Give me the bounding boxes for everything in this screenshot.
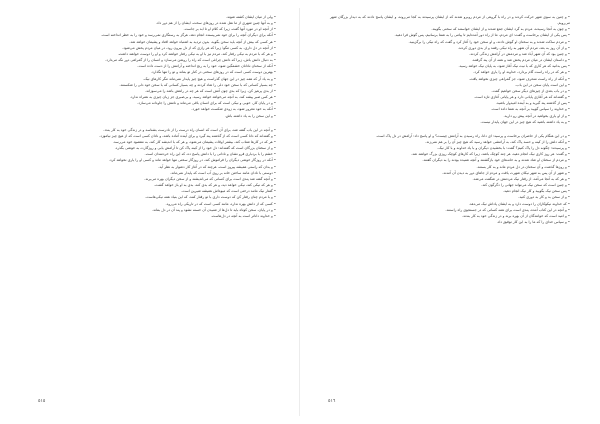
- paragraph: • و به یاد آر که همه چیز در این جهان گذراست و هیچ چیز پایدار نمی‌ماند مگر کارهای نیک.: [143, 76, 276, 81]
- paragraph: • پس یکی از ایشان برخاست و گفت: ای مردم، ما از راه دور آمده‌ایم تا پیامی را به شما برسانیم، پس گوش فرا دهید.: [394, 33, 570, 38]
- paragraph: • از بدی پرهیز کن، زیرا که بدی چون آتش است که هر چه در راهش باشد را می‌سوزاند.: [144, 88, 276, 93]
- paragraph: • دوستی با نادان مانند ساختن خانه بر روی آب است که پایدار نمی‌ماند.: [170, 170, 276, 175]
- paragraph: • کسی که از دانش بهره ندارد، مانند کسی است که در تاریکی راه می‌رود.: [165, 201, 276, 206]
- paragraph: • و سپاس خدای را که ما را به این کار توفیق داد.: [496, 220, 570, 224]
- paragraph: • و آنکه از راه راست منحرف شود، جز گمراهی چیزی نخواهد یافت.: [468, 76, 570, 81]
- paragraph: • و آنچه در این باب گفته شد، برای آن است که انسان راه درست را از نادرست بشناسد و در زندگی خود به کار بندد.: [103, 127, 276, 132]
- paragraph: • و گفته‌اند که دانا کسی است که از گذشته پند گیرد و برای آینده آماده باشد، و نادان کسی است که از هیچ چیز نیاموزد.: [99, 133, 276, 138]
- paragraph: • گفتار نیک مانند درختی است که میوه‌اش همیشه شیرین است.: [181, 189, 276, 194]
- paragraph: • پس بدانید که هر کاری که با نیت نیک آغاز شود، به پایان نیک خواهد رسید.: [458, 64, 570, 69]
- paragraph: • بهترین دوست کسی است که در روزهای سختی در کنار تو بماند و تو را تنها نگذارد.: [150, 70, 276, 75]
- paragraph: • و از آن روز به بعد، مردم آن شهر به راه نیکی رفتند و از بدی دوری کردند.: [457, 45, 570, 50]
- paragraph: • پس سخن نیک بگویید و کار نیک انجام دهید.: [503, 189, 570, 194]
- paragraph: • و با مردم چنان رفتار کن که دوست داری با تو رفتار کنند، که این بنیاد همه نیکی‌هاست.: [145, 195, 276, 200]
- paragraph: • هر که در کارها شتاب کند، بیشتر اوقات پشیمان می‌شود، و هر که با اندیشه کار کند، به مقصود خود می‌رسد.: [112, 139, 276, 144]
- paragraph: • و در این هنگام یکی از حاضران برخاست و پرسید: ای دانا، راه رسیدن به آرامش چیست؟ و او پاسخ داد: آرامش در دل پاک است.: [375, 133, 570, 138]
- paragraph: • و روزها گذشت و آن سخنان در دل مردم ماند و به کار بستند.: [476, 164, 570, 169]
- right-section-a: [330, 14, 570, 125]
- paragraph: • هر کسی که بیش از آنچه باید سخن بگوید، بدون تردید به اشتباه خواهد افتاد و پشیمان خواهد شد.: [129, 39, 276, 44]
- paragraph: • خشم را با بردباری فرو نشان و نادانی را با دانش پاسخ ده، که این راه خردمندان است.: [144, 152, 276, 157]
- paragraph: • و هر که به آنجا می‌آمد، از رفتار نیک مردمش در شگفت می‌شد.: [472, 176, 570, 181]
- paragraph: • و هر که نیکی کند، نیکی خواهد دید، و هر که بدی کند، بدی به او باز خواهد گشت.: [154, 183, 276, 188]
- paragraph: • آنکه از سخنان نادانان خشمگین شود، خود را به رنج انداخته و آرامش را از دست داده است.: [137, 64, 276, 69]
- paragraph: • و امید است که خوانندگان از آن بهره برند و در زندگی خود به کار بندند.: [461, 213, 570, 218]
- paragraph: • و هر که در راه راست گام بردارد، خداوند او را یاری خواهد کرد.: [473, 70, 570, 75]
- paragraph: • و از سخن بد و کار بد دوری کنید.: [518, 195, 570, 200]
- paragraph: • و در باب بعدی از چیزهای دیگر سخن خواهیم گفت.: [491, 88, 570, 93]
- paragraph: • آنکه در روزگار خوشی دیگران را فراموش کند، در روزگار سختی تنها خواهد ماند و کسی او را یاری نخواهد کرد.: [108, 158, 276, 163]
- paragraph: • و داستان ایشان در میان مردم پخش شد و همه از آن پند گرفتند.: [471, 58, 570, 63]
- right-section-b: [330, 133, 570, 225]
- paragraph: • آنکه به خود مغرور شود، به زودی شکست خواهد خورد.: [191, 107, 276, 112]
- paragraph: • و چنین به سوی شهر حرکت کردند و در راه با گروهی از مردم روبرو شدند که از ایشان پرسیدند به کجا می‌روند، و ایشان پاسخ دادند که به دیدار بزرگان شهر می‌رویم.: [330, 15, 570, 26]
- paragraph: • و مردم از سخنان او شاد شدند و به خانه‌های خود بازگشتند و آنچه شنیده بودند را به دیگران گفتند.: [422, 158, 570, 163]
- paragraph: • و خداوند داناتر است به آنچه در دل‌هاست.: [210, 213, 276, 218]
- paragraph: • هر کس صبر پیشه کند، به آنچه می‌خواهد خواهد رسید، و بی‌صبری جز زیان چیزی به همراه ندارد.: [129, 95, 276, 100]
- paragraph: • و آنچه گفته شد پندی است برای کسانی که می‌اندیشند و از سخن دیگران بهره می‌برند.: [144, 176, 276, 181]
- right-page-number: ٥١٦: [328, 399, 336, 404]
- paragraph: • و به یاد داشته باشید که هیچ چیز در این جهان پایدار نیست.: [480, 119, 570, 124]
- left-section-a: [36, 14, 276, 119]
- paragraph: • و در پایان کار، خوبی و نیکی است که برای انسان باقی می‌ماند و نامش را جاودانه می‌سازد.: [137, 101, 276, 106]
- right-page: [300, 0, 600, 424]
- paragraph: • و مردم ساکت شدند و به سخنان او گوش دادند، و او سخن خود را آغاز کرد و گفت که راه نیکی را برگزینید.: [408, 39, 570, 44]
- paragraph: • و بدان که راستی همیشه پیروز است، هرچند که در آغاز کار دشوار به نظر آید.: [158, 164, 276, 169]
- paragraph: • و گفته‌اند که هر آغازی پایانی دارد و هر پایانی آغازی تازه است.: [473, 95, 570, 100]
- paragraph: • و از او یاری بخواهید در آنچه پیش رو دارید.: [503, 113, 570, 118]
- paragraph: • پس از گذشته پند گیرید و به آینده امیدوار باشید.: [495, 101, 570, 106]
- paragraph: • و چنین است که سخن نیک می‌تواند جهانی را دگرگون کند.: [481, 183, 570, 188]
- paragraph: • از آنچه او در مورد آنها گفت، زیرا که کلام او تا ابد بر جاست.: [183, 27, 276, 32]
- paragraph: • و پرسیدند: چگونه دل را پاک کنیم؟ گفت: با بخشیدن دیگران و با یاد خداوند و با کار نیک.: [437, 146, 570, 151]
- paragraph: • و به آنها چنین شهری از ما نقل شده در روزهای سخت، ایشان را از هم دور داد.: [155, 21, 276, 26]
- paragraph: • و چنین بود که آن شهر آباد شد و مردمش در آرامش زندگی کردند.: [469, 51, 570, 56]
- left-text-column: [36, 14, 276, 219]
- paragraph: • آنکه برای دیگران آنچه را برای خود نمی‌پسندد انجام دهد، هرگز به رستگاری نمی‌رسد و خود را به خطر انداخته است.: [100, 33, 276, 38]
- paragraph: • که خداوند نیکوکاران را دوست دارد و به ایشان پاداش نیک می‌دهد.: [468, 201, 570, 206]
- paragraph: • ولی از میان ایشان کشته شوند.: [225, 15, 276, 19]
- paragraph: • و گفت: هر روز کاری نیک انجام دهید، هر چند کوچک باشد، زیرا که کارهای کوچک روزی بزرگ خواهند شد.: [411, 152, 570, 157]
- left-section-b: [36, 127, 276, 219]
- paragraph: • و از سخنان بزرگان است که گفته‌اند: دل خود را از کینه پاک کن تا آرامش یابی و روزگارت به خوشی بگذرد.: [114, 146, 276, 151]
- paragraph: • چه بسیار کسانی که با سخن خود دلی را شاد کردند و چه بسیار کسانی که با سخن خود دلی را شکستند.: [119, 82, 276, 87]
- paragraph: • از آنچه در دل داری، به کسی مگو؛ زیرا که هر رازی که از دل بیرون رود، در میان مردم پخش می‌شود.: [122, 45, 276, 50]
- paragraph: • به دنبال دانش باش، زیرا که دانش چراغی است که راه را روشن می‌سازد و انسان را از گمراهی دور نگه می‌دارد.: [105, 58, 276, 63]
- paragraph: • و آنچه در این کتاب آمده، پندی است برای همه کسانی که در جستجوی راه راستند.: [445, 207, 570, 212]
- paragraph: • و هر که با مردم به نیکی رفتار کند، مردم نیز با او به نیکی رفتار خواهند کرد و او را دوست خواهند داشت.: [117, 51, 276, 56]
- paragraph: • و این است پایان سخن در این باب.: [515, 82, 570, 87]
- paragraph: • و آنکه دلش را از کینه و حسد پاک کند، به آرامشی خواهد رسید که هیچ چیز آن را بر هم نمی‌زند.: [425, 139, 570, 144]
- paragraph: • و شهر از آن پس به شهر نیکان شهرت یافت و مردم از جاهای دور به دیدن آن آمدند.: [442, 170, 570, 175]
- left-page-number: ٥١٥: [38, 399, 46, 404]
- paragraph: • و این سخن را به یاد داشته باش.: [224, 113, 276, 118]
- paragraph: • و چون به آنجا رسیدند، مردم به گرد ایشان جمع شدند و از ایشان خواستند که سخنی بگویند.: [431, 27, 570, 32]
- right-text-column: [330, 14, 570, 225]
- paragraph: • و خداوند را سپاس گویید بر آنچه به شما داده است.: [490, 107, 570, 112]
- paragraph: • و در پایان، سخن کوتاه باید تا دل‌ها از شنیدن آن خسته نشود و پند آن در دل بماند.: [151, 207, 276, 212]
